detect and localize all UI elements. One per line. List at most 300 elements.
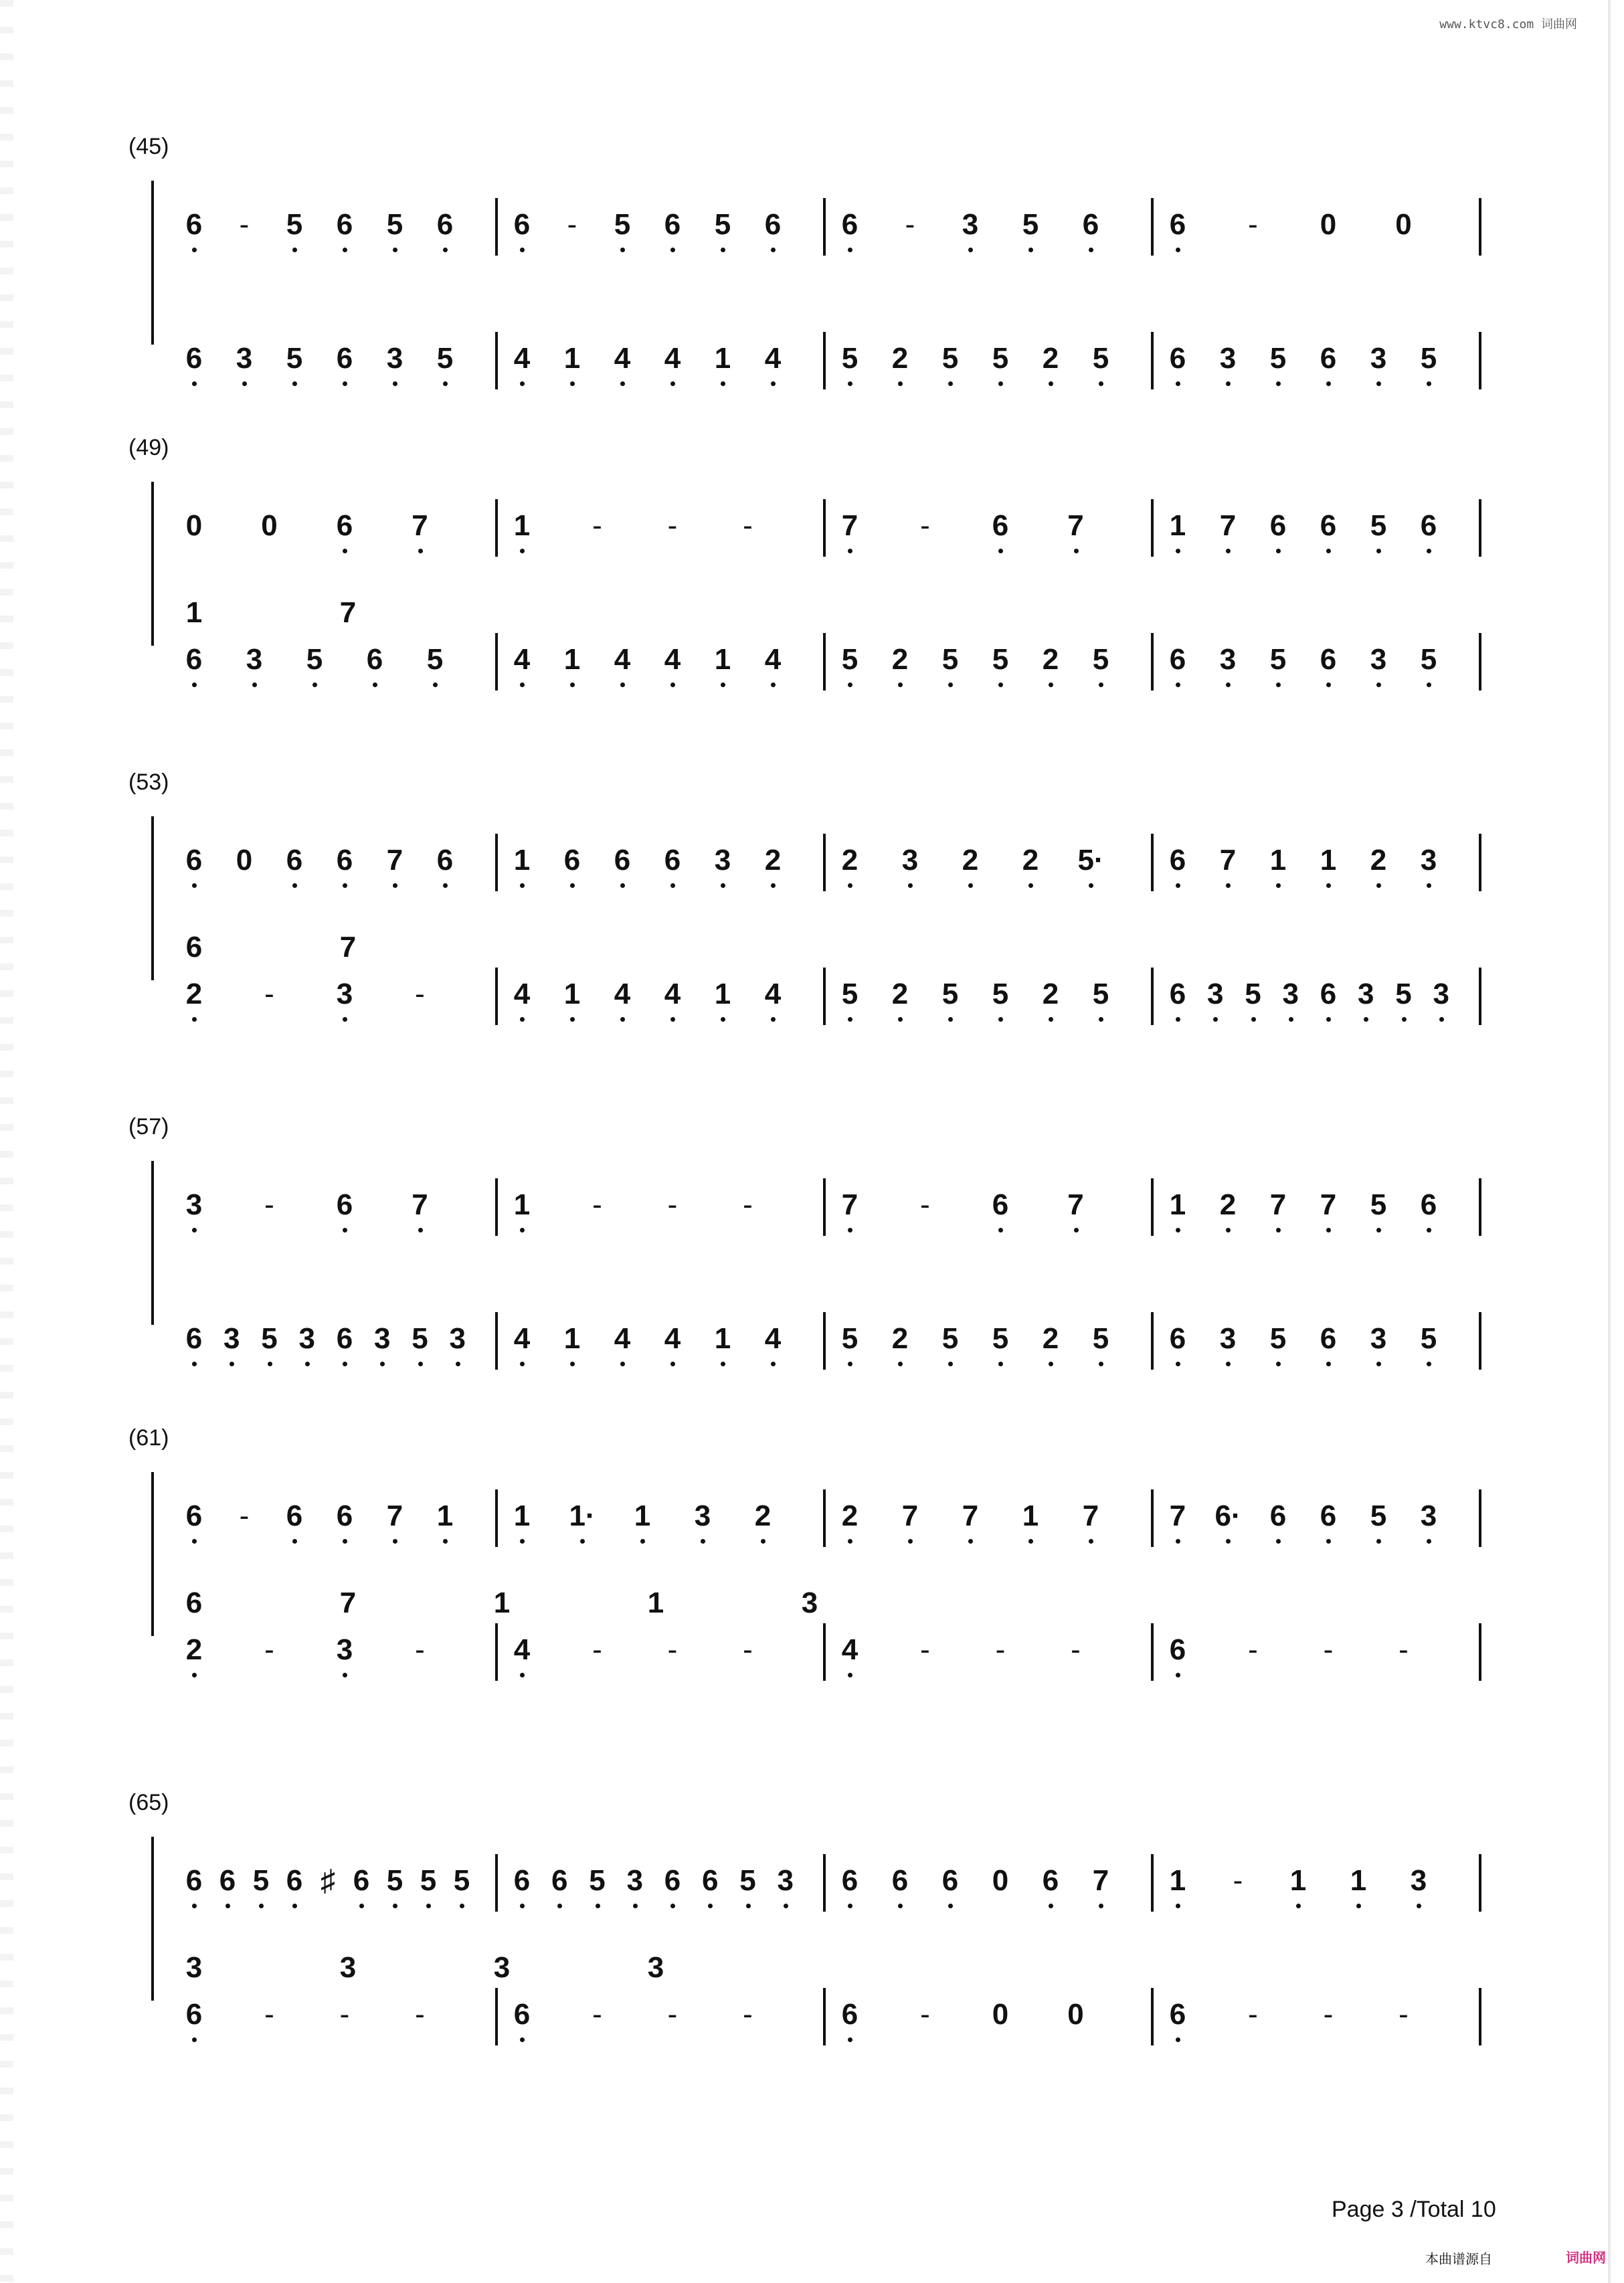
note-numeral: 1 — [714, 342, 731, 375]
barline — [1151, 1854, 1154, 1912]
note-numeral: 5 — [1092, 1322, 1109, 1355]
barline — [1479, 834, 1481, 891]
note-numeral: 5 — [286, 208, 303, 241]
barline — [1479, 1312, 1481, 1370]
octave-dot — [1326, 1228, 1331, 1232]
octave-dot — [848, 1017, 852, 1022]
note-numeral: 5 — [941, 1322, 959, 1355]
rest-dash: - — [264, 1998, 274, 2031]
octave-dot — [848, 682, 852, 687]
octave-dot — [1427, 1362, 1431, 1366]
note-numeral: 3 — [901, 844, 919, 877]
octave-dot — [771, 1017, 776, 1022]
octave-dot — [908, 883, 913, 888]
octave-dot — [670, 381, 675, 386]
barline — [1479, 1489, 1481, 1547]
octave-dot — [1176, 1539, 1180, 1544]
note-numeral: 4 — [614, 643, 631, 676]
note-numeral: 6 — [764, 208, 782, 241]
note-numeral: 7 — [841, 1188, 859, 1221]
barline — [1151, 1489, 1154, 1547]
note-numeral: 3 — [236, 342, 253, 375]
note-numeral: 4 — [614, 1322, 631, 1355]
note-numeral: 5 — [426, 643, 444, 676]
octave-dot — [948, 381, 953, 386]
octave-dot — [359, 1904, 364, 1908]
note-numeral: 6 — [992, 1188, 1009, 1221]
octave-dot — [393, 1539, 397, 1544]
note-numeral: 6 — [1320, 643, 1337, 676]
note-numeral: 6 — [436, 208, 454, 241]
octave-dot — [1439, 1017, 1444, 1022]
octave-dot — [418, 1228, 423, 1232]
octave-dot — [557, 1904, 562, 1908]
note-numeral: 3 — [694, 1499, 711, 1532]
octave-dot — [848, 248, 852, 252]
barline — [495, 1178, 498, 1236]
octave-dot — [998, 1017, 1003, 1022]
note-numeral: 5 — [739, 1864, 756, 1897]
note-numeral: 3 — [449, 1322, 466, 1355]
note-numeral: 4 — [764, 643, 782, 676]
rest-dash: - — [920, 1998, 930, 2031]
note-numeral: 6 — [1320, 1499, 1337, 1532]
barline — [495, 633, 498, 691]
note-numeral: 0 — [992, 1864, 1009, 1897]
note-numeral: 6 — [286, 1864, 303, 1897]
octave-dot — [393, 248, 397, 252]
note-numeral: 5 — [1395, 978, 1412, 1010]
rest-dash: - — [567, 208, 577, 241]
note-numeral: 1 — [563, 342, 581, 375]
note-numeral: 5 — [1370, 1188, 1387, 1221]
barline — [823, 633, 826, 691]
measure-number: (57) — [128, 1114, 169, 1139]
rest-dash: - — [667, 1188, 678, 1221]
octave-dot — [192, 883, 197, 888]
note-numeral: 3 — [386, 342, 403, 375]
octave-dot — [1326, 883, 1331, 888]
octave-dot — [305, 1362, 310, 1366]
octave-dot — [1226, 883, 1231, 888]
octave-dot — [1176, 1362, 1180, 1366]
note-numeral: 6 — [1320, 509, 1337, 542]
octave-dot — [570, 1362, 575, 1366]
note-numeral: 6 — [336, 844, 353, 877]
note-numeral: 1 — [1022, 1499, 1039, 1532]
note-numeral: 2 — [1219, 1188, 1237, 1221]
note-numeral: 7 — [1082, 1499, 1099, 1532]
note-numeral: 5 — [453, 1864, 470, 1897]
note-numeral: 3 — [1358, 978, 1374, 1010]
octave-dot — [721, 248, 725, 252]
barline — [1479, 1988, 1481, 2045]
note-numeral: 2 — [185, 1633, 203, 1666]
octave-dot — [343, 1539, 347, 1544]
octave-dot — [393, 1904, 397, 1908]
barline — [495, 968, 498, 1025]
octave-dot — [898, 381, 903, 386]
note-numeral: 6 — [185, 342, 203, 375]
note-numeral: 3 — [1420, 844, 1437, 877]
octave-dot — [721, 1362, 725, 1366]
octave-dot — [343, 1228, 347, 1232]
note-numeral: 6 — [1169, 342, 1186, 375]
note-numeral: 5 — [1269, 1322, 1287, 1355]
note-numeral: 5 — [1370, 1499, 1387, 1532]
octave-dot — [1176, 682, 1180, 687]
chord-upper-numeral: 7 — [339, 1586, 357, 1619]
note-numeral: 1· — [569, 1499, 596, 1532]
octave-dot — [1213, 1017, 1218, 1022]
note-numeral: 6 — [992, 509, 1009, 542]
note-numeral: 7 — [1067, 509, 1084, 542]
barline — [1151, 968, 1154, 1025]
note-numeral: 5 — [412, 1322, 428, 1355]
note-numeral: 5 — [436, 342, 454, 375]
octave-dot — [633, 1904, 638, 1908]
note-numeral: 6· — [1214, 1499, 1241, 1532]
note-numeral: 6 — [1169, 978, 1186, 1010]
rest-dash: - — [905, 208, 915, 241]
octave-dot — [520, 1904, 525, 1908]
octave-dot — [192, 1673, 197, 1677]
octave-dot — [1356, 1904, 1361, 1908]
note-numeral: 3 — [374, 1322, 391, 1355]
octave-dot — [520, 1539, 525, 1544]
note-numeral: 2 — [891, 643, 909, 676]
octave-dot — [1276, 549, 1281, 553]
note-numeral: 7 — [1269, 1188, 1287, 1221]
octave-dot — [998, 1228, 1003, 1232]
note-numeral: 5 — [614, 208, 631, 241]
note-numeral: 5 — [386, 1864, 403, 1897]
note-numeral: 7 — [1092, 1864, 1109, 1897]
note-numeral: 5 — [841, 643, 859, 676]
note-numeral: 5 — [420, 1864, 437, 1897]
note-numeral: 7 — [901, 1499, 919, 1532]
octave-dot — [968, 248, 973, 252]
rest-dash: - — [743, 1998, 753, 2031]
octave-dot — [1276, 1539, 1281, 1544]
note-numeral: 6 — [1269, 509, 1287, 542]
note-numeral: 3 — [298, 1322, 315, 1355]
rest-dash: - — [1248, 1998, 1258, 2031]
octave-dot — [898, 1904, 903, 1908]
note-numeral: 2 — [841, 844, 859, 877]
octave-dot — [380, 1362, 385, 1366]
rest-dash: - — [415, 1633, 425, 1666]
octave-dot — [1049, 1362, 1053, 1366]
note-numeral: 2 — [1042, 1322, 1059, 1355]
note-numeral: 6 — [353, 1864, 370, 1897]
barline — [1479, 1178, 1481, 1236]
chord-upper-numeral: 6 — [185, 931, 203, 964]
octave-dot — [1427, 883, 1431, 888]
note-numeral: 7 — [386, 844, 403, 877]
note-numeral: 2 — [1042, 978, 1059, 1010]
note-numeral: 1 — [634, 1499, 651, 1532]
octave-dot — [242, 381, 247, 386]
note-numeral: 1 — [513, 1499, 531, 1532]
note-numeral: 3 — [336, 1633, 353, 1666]
note-numeral: 6 — [1042, 1864, 1059, 1897]
rest-dash: - — [1248, 1633, 1258, 1666]
note-numeral: 6 — [336, 1499, 353, 1532]
octave-dot — [520, 1673, 525, 1677]
barline — [823, 834, 826, 891]
octave-dot — [620, 1362, 625, 1366]
barline — [1479, 968, 1481, 1025]
note-numeral: 5 — [992, 978, 1009, 1010]
rest-dash: - — [1323, 1633, 1334, 1666]
sharp-sign: ♯ — [321, 1864, 335, 1897]
rest-dash: - — [667, 1998, 678, 2031]
note-numeral: 5 — [386, 208, 403, 241]
note-numeral: 6 — [563, 844, 581, 877]
note-numeral: 6 — [1169, 844, 1186, 877]
octave-dot — [393, 883, 397, 888]
rest-dash: - — [920, 1633, 930, 1666]
note-numeral: 6 — [841, 208, 859, 241]
octave-dot — [343, 1017, 347, 1022]
note-numeral: 7 — [841, 509, 859, 542]
note-numeral: 6 — [551, 1864, 568, 1897]
note-numeral: 1 — [714, 643, 731, 676]
octave-dot — [998, 1362, 1003, 1366]
octave-dot — [292, 248, 297, 252]
rest-dash: - — [995, 1633, 1006, 1666]
octave-dot — [520, 2037, 525, 2042]
note-numeral: 5· — [1077, 844, 1104, 877]
octave-dot — [908, 1539, 913, 1544]
note-numeral: 5 — [992, 342, 1009, 375]
note-numeral: 3 — [1207, 978, 1224, 1010]
octave-dot — [520, 381, 525, 386]
barline — [495, 1489, 498, 1547]
note-numeral: 0 — [1395, 208, 1412, 241]
note-numeral: 6 — [1169, 208, 1186, 241]
octave-dot — [343, 1362, 347, 1366]
octave-dot — [771, 1362, 776, 1366]
octave-dot — [1176, 1904, 1180, 1908]
octave-dot — [520, 883, 525, 888]
octave-dot — [520, 248, 525, 252]
octave-dot — [343, 1673, 347, 1677]
note-numeral: 6 — [1169, 643, 1186, 676]
rest-dash: - — [592, 1998, 602, 2031]
rest-dash: - — [667, 509, 678, 542]
octave-dot — [1028, 248, 1033, 252]
octave-dot — [771, 381, 776, 386]
source-text: 本曲谱源自 — [1425, 2252, 1492, 2267]
barline — [495, 1854, 498, 1912]
octave-dot — [596, 1904, 600, 1908]
octave-dot — [948, 1904, 953, 1908]
barline — [1151, 1988, 1154, 2045]
octave-dot — [1226, 381, 1231, 386]
octave-dot — [721, 381, 725, 386]
note-numeral: 5 — [1420, 342, 1437, 375]
octave-dot — [292, 381, 297, 386]
octave-dot — [1251, 1017, 1256, 1022]
note-numeral: 6 — [841, 1864, 859, 1897]
note-numeral: 6 — [1320, 978, 1337, 1010]
note-numeral: 6 — [219, 1864, 236, 1897]
octave-dot — [620, 1017, 625, 1022]
chord-upper-numeral: 3 — [339, 1951, 357, 1984]
rest-dash: - — [743, 1633, 753, 1666]
octave-dot — [1028, 883, 1033, 888]
octave-dot — [343, 549, 347, 553]
measure-number: (65) — [128, 1790, 169, 1815]
barline — [823, 1489, 826, 1547]
octave-dot — [848, 1539, 852, 1544]
note-numeral: 3 — [714, 844, 731, 877]
note-numeral: 6 — [336, 208, 353, 241]
note-numeral: 5 — [252, 1864, 270, 1897]
note-numeral: 5 — [992, 643, 1009, 676]
octave-dot — [580, 1539, 585, 1544]
note-numeral: 1 — [1289, 1864, 1307, 1897]
barline — [1151, 198, 1154, 256]
octave-dot — [998, 381, 1003, 386]
note-numeral: 6 — [513, 1998, 531, 2031]
octave-dot — [570, 381, 575, 386]
octave-dot — [670, 1362, 675, 1366]
note-numeral: 5 — [941, 643, 959, 676]
octave-dot — [898, 682, 903, 687]
note-numeral: 6 — [336, 1188, 353, 1221]
note-numeral: 6 — [185, 643, 203, 676]
note-numeral: 2 — [1042, 643, 1059, 676]
rest-dash: - — [1323, 1998, 1334, 2031]
octave-dot — [1376, 1362, 1381, 1366]
octave-dot — [192, 2037, 197, 2042]
octave-dot — [1049, 682, 1053, 687]
barline — [1151, 1312, 1154, 1370]
octave-dot — [1427, 1228, 1431, 1232]
octave-dot — [252, 682, 257, 687]
octave-dot — [848, 1904, 852, 1908]
octave-dot — [848, 381, 852, 386]
barline — [1151, 1178, 1154, 1236]
system-bracket — [151, 1837, 154, 2001]
measure-number: (45) — [128, 134, 169, 159]
system-bracket — [151, 1161, 154, 1325]
note-numeral: 3 — [777, 1864, 794, 1897]
rest-dash: - — [592, 1188, 602, 1221]
chord-upper-numeral: 1 — [493, 1586, 511, 1619]
octave-dot — [192, 1904, 197, 1908]
octave-dot — [1049, 1904, 1053, 1908]
octave-dot — [192, 1228, 197, 1232]
note-numeral: 4 — [614, 978, 631, 1010]
barline — [823, 1988, 826, 2045]
note-numeral: 7 — [412, 1188, 428, 1221]
note-numeral: 2 — [754, 1499, 772, 1532]
note-numeral: 5 — [589, 1864, 606, 1897]
octave-dot — [1099, 1904, 1103, 1908]
octave-dot — [848, 1228, 852, 1232]
note-numeral: 4 — [764, 978, 782, 1010]
note-numeral: 6 — [1169, 1998, 1186, 2031]
octave-dot — [848, 1673, 852, 1677]
octave-dot — [721, 682, 725, 687]
note-numeral: 2 — [841, 1499, 859, 1532]
octave-dot — [1176, 381, 1180, 386]
octave-dot — [1289, 1017, 1293, 1022]
barline — [1151, 332, 1154, 389]
octave-dot — [670, 248, 675, 252]
note-numeral: 6 — [1420, 509, 1437, 542]
octave-dot — [848, 549, 852, 553]
note-numeral: 7 — [1320, 1188, 1337, 1221]
note-numeral: 1 — [513, 1188, 531, 1221]
octave-dot — [771, 682, 776, 687]
barline — [495, 1988, 498, 2045]
note-numeral: 6 — [336, 1322, 353, 1355]
barline — [495, 198, 498, 256]
octave-dot — [460, 1904, 464, 1908]
barline — [495, 499, 498, 557]
note-numeral: 6 — [185, 1499, 203, 1532]
barline — [823, 1854, 826, 1912]
octave-dot — [1376, 549, 1381, 553]
note-numeral: 2 — [764, 844, 782, 877]
barline — [823, 968, 826, 1025]
octave-dot — [1226, 1539, 1231, 1544]
note-numeral: 6 — [185, 1322, 203, 1355]
barline — [1151, 834, 1154, 891]
octave-dot — [268, 1362, 272, 1366]
octave-dot — [570, 682, 575, 687]
note-numeral: 6 — [336, 342, 353, 375]
octave-dot — [225, 1904, 230, 1908]
octave-dot — [292, 1904, 297, 1908]
note-numeral: 3 — [1420, 1499, 1437, 1532]
note-numeral: 3 — [185, 1188, 203, 1221]
octave-dot — [1176, 248, 1180, 252]
octave-dot — [670, 1017, 675, 1022]
page-indicator: Page 3 /Total 10 — [1332, 2197, 1496, 2222]
rest-dash: - — [415, 1998, 425, 2031]
barline — [1479, 198, 1481, 256]
note-numeral: 3 — [336, 978, 353, 1010]
octave-dot — [312, 682, 317, 687]
note-numeral: 6 — [702, 1864, 719, 1897]
measure-number: (53) — [128, 769, 169, 795]
octave-dot — [948, 682, 953, 687]
octave-dot — [1176, 883, 1180, 888]
octave-dot — [1089, 1539, 1093, 1544]
rest-dash: - — [920, 1188, 930, 1221]
octave-dot — [343, 883, 347, 888]
note-numeral: 6 — [513, 208, 531, 241]
note-numeral: 3 — [1219, 643, 1237, 676]
rest-dash: - — [239, 1499, 250, 1532]
note-numeral: 5 — [306, 643, 323, 676]
octave-dot — [1376, 883, 1381, 888]
note-numeral: 7 — [386, 1499, 403, 1532]
octave-dot — [1099, 1017, 1103, 1022]
barline — [823, 1178, 826, 1236]
note-numeral: 5 — [1245, 978, 1261, 1010]
octave-dot — [443, 381, 448, 386]
note-numeral: 4 — [764, 342, 782, 375]
note-numeral: 4 — [513, 643, 531, 676]
octave-dot — [848, 2037, 852, 2042]
